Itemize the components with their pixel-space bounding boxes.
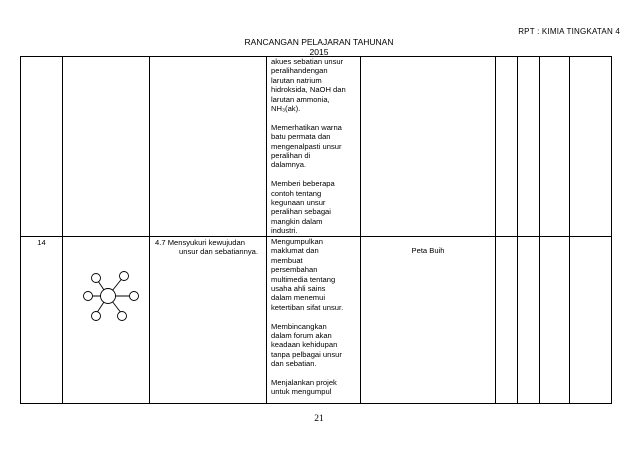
activity-line: NH₃(ak). bbox=[271, 104, 301, 114]
topic-cell bbox=[63, 237, 150, 404]
activity-block bbox=[271, 322, 358, 369]
week-cell: 14 bbox=[21, 237, 63, 404]
notes-cell bbox=[570, 237, 612, 404]
activity-line: larutan natrium bbox=[271, 75, 322, 85]
notes-cell bbox=[570, 57, 612, 237]
activity-line: hidroksida, NaOH dan bbox=[271, 85, 346, 95]
activity-block bbox=[271, 179, 358, 235]
blank-cell bbox=[540, 237, 570, 404]
outcome-number: 4.7 bbox=[155, 238, 166, 247]
activity-line: maklumat dan bbox=[271, 246, 319, 256]
activity-line: dalam menemui bbox=[271, 293, 326, 303]
title-line-1: RANCANGAN PELAJARAN TAHUNAN bbox=[244, 37, 394, 47]
activity-line: Memberi beberapa bbox=[271, 179, 335, 189]
learning-outcome-cell bbox=[150, 237, 267, 404]
activity-line: peralihandengan bbox=[271, 66, 328, 76]
activity-line: mengenalpasti unsur bbox=[271, 141, 342, 151]
lesson-plan-table bbox=[20, 56, 612, 404]
activities-cell bbox=[267, 237, 361, 404]
activity-line: akues sebatian unsur bbox=[271, 57, 344, 66]
blank-cell bbox=[518, 237, 540, 404]
activity-line: persembahan bbox=[271, 265, 318, 275]
topic-cell bbox=[63, 57, 150, 237]
activity-line: multimedia tentang bbox=[271, 274, 336, 284]
activity-line: dalam forum akan bbox=[271, 331, 332, 341]
activity-line: batu permata dan bbox=[271, 132, 331, 142]
activity-line: Membincangkan bbox=[271, 321, 327, 331]
method-cell bbox=[361, 57, 496, 237]
page-title bbox=[180, 37, 458, 57]
activity-line: peralihan sebagai bbox=[271, 207, 331, 217]
outcome-text-line-1: Mensyukuri kewujudan bbox=[167, 238, 245, 247]
activity-line: contoh tentang bbox=[271, 188, 322, 198]
activity-line: kegunaan unsur bbox=[271, 198, 326, 208]
activity-block bbox=[271, 57, 358, 113]
rpt-subject-label: RPT : KIMIA TINGKATAN 4 bbox=[518, 27, 620, 36]
bubble-map-icon bbox=[82, 266, 142, 330]
activity-line: industri. bbox=[271, 226, 298, 236]
activity-block bbox=[271, 123, 358, 170]
activity-block bbox=[271, 237, 358, 312]
learning-outcome-cell bbox=[150, 57, 267, 237]
week-cell bbox=[21, 57, 63, 237]
activity-line: Memerhatikan warna bbox=[271, 122, 342, 132]
page-number: 21 bbox=[314, 414, 324, 424]
activity-block bbox=[271, 378, 358, 397]
activity-line: mangkin dalam bbox=[271, 216, 323, 226]
title-line-2: 2015 bbox=[309, 47, 329, 57]
blank-cell bbox=[540, 57, 570, 237]
table-row bbox=[21, 57, 612, 237]
blank-cell bbox=[518, 57, 540, 237]
outcome-text-line-2: unsur dan sebatiannya. bbox=[179, 247, 258, 257]
activity-line: membuat bbox=[271, 255, 303, 265]
activity-line: tanpa pelbagai unsur bbox=[271, 349, 342, 359]
method-cell: Peta Buih bbox=[361, 237, 496, 404]
activity-line: ketertiban sifat unsur. bbox=[271, 302, 344, 312]
activity-line: dan sebatian. bbox=[271, 359, 317, 369]
activity-line: Mengumpulkan bbox=[271, 237, 323, 246]
activity-line: peralihan di bbox=[271, 151, 311, 161]
activity-line: larutan ammonia, bbox=[271, 94, 330, 104]
blank-cell bbox=[496, 57, 518, 237]
activity-line: untuk mengumpul bbox=[271, 387, 332, 397]
activity-line: keadaan kehidupan bbox=[271, 340, 338, 350]
table-row bbox=[21, 237, 612, 404]
blank-cell bbox=[496, 237, 518, 404]
activity-line: usaha ahli sains bbox=[271, 284, 326, 294]
activity-line: Menjalankan projek bbox=[271, 378, 337, 388]
activity-line: dalamnya. bbox=[271, 160, 307, 170]
activities-cell bbox=[267, 57, 361, 237]
